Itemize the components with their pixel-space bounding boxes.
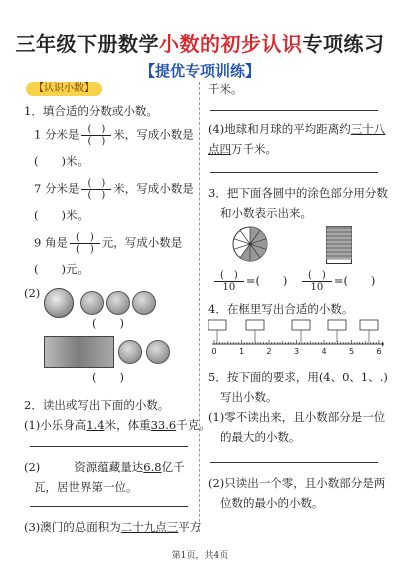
frac-den: ( ) bbox=[75, 244, 94, 255]
page-title bbox=[0, 28, 400, 57]
banknote-image bbox=[44, 336, 114, 368]
coin-answer[interactable]: ( ) bbox=[92, 316, 124, 330]
q5-1-cont: 的最大的小数。 bbox=[220, 430, 301, 444]
answer-box bbox=[328, 320, 346, 330]
q1b-cont[interactable]: ( )米。 bbox=[34, 208, 89, 222]
coin-jiao bbox=[146, 340, 170, 364]
q1a-pre: 1 分米是 bbox=[34, 127, 80, 142]
r-cont: 千米。 bbox=[208, 82, 243, 96]
tick-label: 5 bbox=[348, 347, 355, 356]
frac-answer-2[interactable] bbox=[300, 270, 375, 293]
q1d-label: (2) bbox=[24, 286, 41, 300]
q2b-mid: 资源蕴藏量达 bbox=[74, 460, 144, 474]
answer-line[interactable] bbox=[210, 172, 378, 173]
q2c-num: 二十九点三 bbox=[120, 520, 179, 534]
q2b-cont: 瓦，居世界第一位。 bbox=[34, 480, 138, 494]
q2c-pre: (3)澳门的总面积为 bbox=[24, 520, 121, 534]
bill-answer[interactable]: ( ) bbox=[92, 370, 124, 384]
question-5-cont: 写出小数。 bbox=[220, 390, 278, 404]
answer-box bbox=[246, 320, 264, 330]
q1c-post: 元，写成小数是 bbox=[101, 235, 183, 250]
answer-line[interactable] bbox=[30, 446, 188, 447]
q2c-post: 平方 bbox=[178, 520, 202, 534]
q2a-num2: 33.6 bbox=[150, 418, 177, 432]
shaded-circle bbox=[232, 226, 268, 262]
r-q4 bbox=[208, 122, 385, 136]
title-suffix: 专项练习 bbox=[302, 32, 385, 56]
r2a: (4)地球和月球的平均距离约 bbox=[208, 122, 351, 136]
frac-den: ( ) bbox=[87, 136, 106, 147]
section-tag: 【认识小数】 bbox=[26, 82, 102, 96]
r2d: 万千米。 bbox=[231, 142, 277, 156]
question-2: 2．读出或写出下面的小数。 bbox=[24, 398, 170, 412]
q1c-line bbox=[34, 232, 182, 255]
tick-label: 6 bbox=[376, 347, 382, 356]
coin-jiao bbox=[106, 291, 130, 315]
fraction-blank[interactable] bbox=[70, 232, 100, 255]
title-prefix: 三年级下册数学 bbox=[15, 32, 159, 56]
tick-label: 0 bbox=[211, 347, 217, 356]
q1a-post: 米，写成小数是 bbox=[113, 127, 194, 142]
r2b: 三十八 bbox=[350, 122, 386, 136]
tick-label: 1 bbox=[238, 347, 245, 356]
q2a-num1: 1.4 bbox=[86, 418, 105, 432]
answer-box bbox=[360, 320, 378, 330]
frac-num: ( ) bbox=[81, 178, 111, 190]
q5-1: (1)零不读出来，且小数部分是一位 bbox=[208, 410, 386, 424]
q2b-num: 6.8 bbox=[143, 460, 162, 474]
q2c bbox=[24, 520, 201, 534]
q2b-pre: (2) bbox=[24, 460, 41, 474]
question-4: 4．在框里写出合适的小数。 bbox=[208, 302, 354, 316]
subtitle: 【提优专项训练】 bbox=[139, 62, 260, 80]
fraction-blank[interactable] bbox=[81, 178, 111, 201]
question-1: 1．填合适的分数或小数。 bbox=[24, 104, 158, 118]
frac-answer-1[interactable] bbox=[212, 270, 287, 293]
number-line bbox=[208, 318, 384, 362]
frac-num: ( ) bbox=[302, 270, 332, 282]
q2a-post: 千克。 bbox=[176, 418, 211, 432]
coin-1-yuan bbox=[44, 288, 74, 318]
frac-den: 10 bbox=[222, 282, 236, 293]
coin-jiao bbox=[118, 340, 142, 364]
q5-2: (2)只读出一个零，且小数部分是两 bbox=[208, 476, 386, 490]
q2b-post: 亿千 bbox=[161, 460, 185, 474]
q1b-line bbox=[34, 178, 194, 201]
question-3: 3．把下面各圆中的涂色部分用分数 bbox=[208, 186, 388, 200]
q2a-pre: (1)小乐身高 bbox=[24, 418, 87, 432]
coin-jiao bbox=[80, 291, 104, 315]
answer-box bbox=[292, 320, 310, 330]
answer-line[interactable] bbox=[210, 110, 378, 111]
question-5: 5．按下面的要求，用(4、0、1、.) bbox=[208, 370, 388, 384]
title-highlight: 小数的初步认识 bbox=[159, 32, 303, 56]
q1b-post: 米，写成小数是 bbox=[113, 181, 194, 196]
q1c-cont[interactable]: ( )元。 bbox=[34, 262, 89, 276]
tick-label: 2 bbox=[266, 347, 272, 356]
frac-den: ( ) bbox=[87, 190, 106, 201]
page-footer: 第1页，共4页 bbox=[171, 551, 229, 561]
frac-den: 10 bbox=[310, 282, 324, 293]
answer-box bbox=[208, 320, 226, 330]
q2a-mid: 米，体重 bbox=[104, 418, 151, 432]
shaded-rectangle bbox=[326, 226, 352, 264]
question-3-cont: 和小数表示出来。 bbox=[220, 206, 312, 220]
r-q4-cont bbox=[208, 142, 277, 156]
coin-jiao bbox=[132, 291, 156, 315]
answer-line[interactable] bbox=[210, 462, 378, 463]
answer-line[interactable] bbox=[30, 506, 188, 507]
frac-num: ( ) bbox=[214, 270, 244, 282]
q1a-line bbox=[34, 124, 194, 147]
fraction-blank[interactable] bbox=[81, 124, 111, 147]
tick-label: 3 bbox=[293, 347, 300, 356]
equals-blank: =( ) bbox=[245, 273, 288, 288]
q1a-cont[interactable]: ( )米。 bbox=[34, 154, 89, 168]
equals-blank: =( ) bbox=[333, 273, 376, 288]
r2c: 点四 bbox=[208, 142, 231, 156]
q2b bbox=[24, 460, 185, 474]
frac-num: ( ) bbox=[81, 124, 111, 136]
frac-num: ( ) bbox=[70, 232, 100, 244]
column-divider bbox=[199, 82, 200, 532]
tick-label: 4 bbox=[321, 347, 327, 356]
q1b-pre: 7 分米是 bbox=[34, 181, 80, 196]
q2a bbox=[24, 418, 211, 432]
q1c-pre: 9 角是 bbox=[34, 235, 68, 250]
q5-2-cont: 位数的最小的小数。 bbox=[220, 496, 324, 510]
